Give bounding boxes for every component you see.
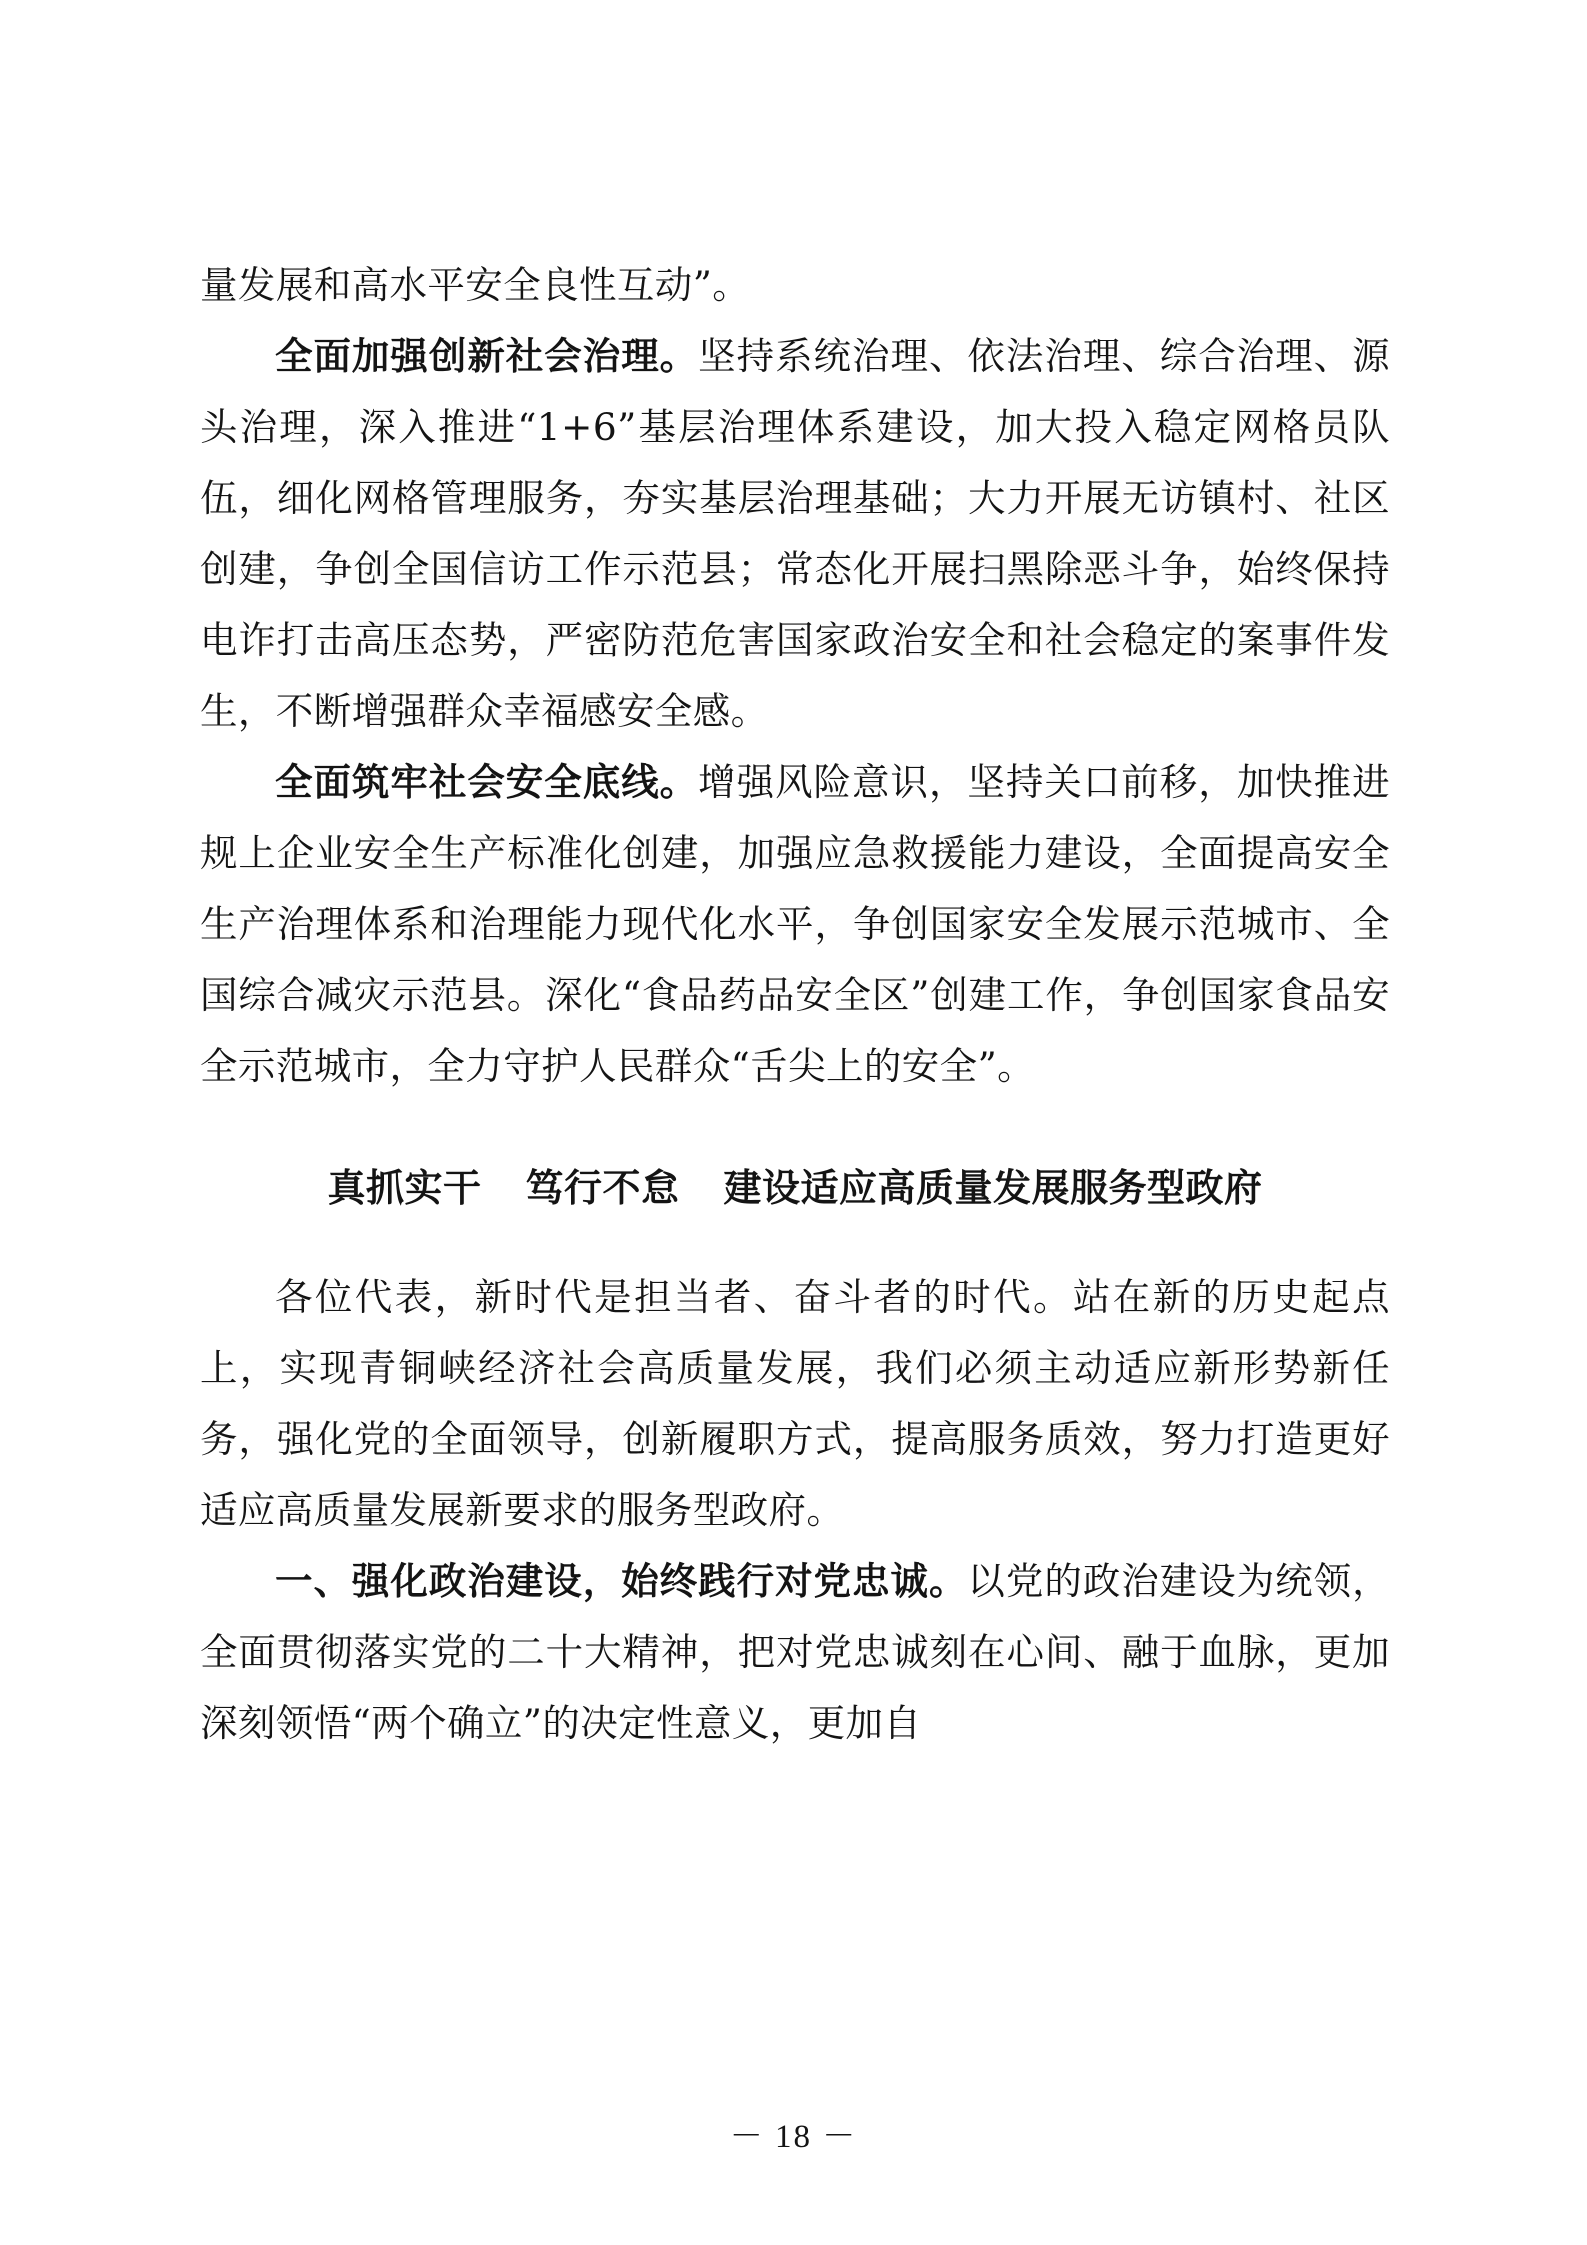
paragraph-text: 各位代表，新时代是担当者、奋斗者的时代。站在新的历史起点上，实现青铜峡经济社会高质量发展，我们必须主动适应新形势新任务，强化党的全面领导，创新履职方式，提高服务质效，努力打造更好适应高质量发展新要求的服务型政府。 bbox=[200, 1275, 1390, 1532]
paragraph-text: 以党的政治建设为统领，全面贯彻落实党的二十大精神，把对党忠诚刻在心间、融于血脉，更加深刻领悟“两个确立”的决定性意义，更加自 bbox=[200, 1559, 1390, 1745]
page-content bbox=[200, 250, 1390, 1759]
paragraph-continuation bbox=[200, 250, 1390, 321]
paragraph-runhead: 全面筑牢社会安全底线。 bbox=[275, 760, 699, 804]
paragraph-text: 增强风险意识，坚持关口前移，加快推进规上企业安全生产标准化创建，加强应急救援能力建设，全面提高安全生产治理体系和治理能力现代化水平，争创国家安全发展示范城市、全国综合减灾示范县。深化“食品药品安全区”创建工作，争创国家食品安全示范城市，全力守护人民群众“舌尖上的安全”。 bbox=[200, 760, 1391, 1088]
paragraph-social-governance bbox=[200, 321, 1390, 747]
section-heading-part-2: 笃行不怠 bbox=[525, 1165, 680, 1210]
paragraph-text: 量发展和高水平安全良性互动”。 bbox=[200, 263, 751, 307]
section-heading-part-1: 真抓实干 bbox=[327, 1165, 482, 1210]
section-heading bbox=[200, 1154, 1390, 1222]
section-heading-part-3: 建设适应高质量发展服务型政府 bbox=[723, 1165, 1263, 1210]
paragraph-safety-baseline bbox=[200, 747, 1390, 1102]
paragraph-political-building bbox=[200, 1546, 1390, 1759]
paragraph-runhead: 一、强化政治建设，始终践行对党忠诚。 bbox=[275, 1559, 968, 1603]
paragraph-runhead: 全面加强创新社会治理。 bbox=[275, 334, 699, 378]
page-number: － 18 － bbox=[729, 2119, 858, 2155]
paragraph-text: 坚持系统治理、依法治理、综合治理、源头治理，深入推进“1+6”基层治理体系建设，加大投入稳定网格员队伍，细化网格管理服务，夯实基层治理基础；大力开展无访镇村、社区创建，争创全国信访工作示范县；常态化开展扫黑除恶斗争，始终保持电诈打击高压态势，严密防范危害国家政治安全和社会稳定的案事件发生，不断增强群众幸福感安全感。 bbox=[200, 334, 1391, 733]
paragraph-delegates bbox=[200, 1262, 1390, 1546]
